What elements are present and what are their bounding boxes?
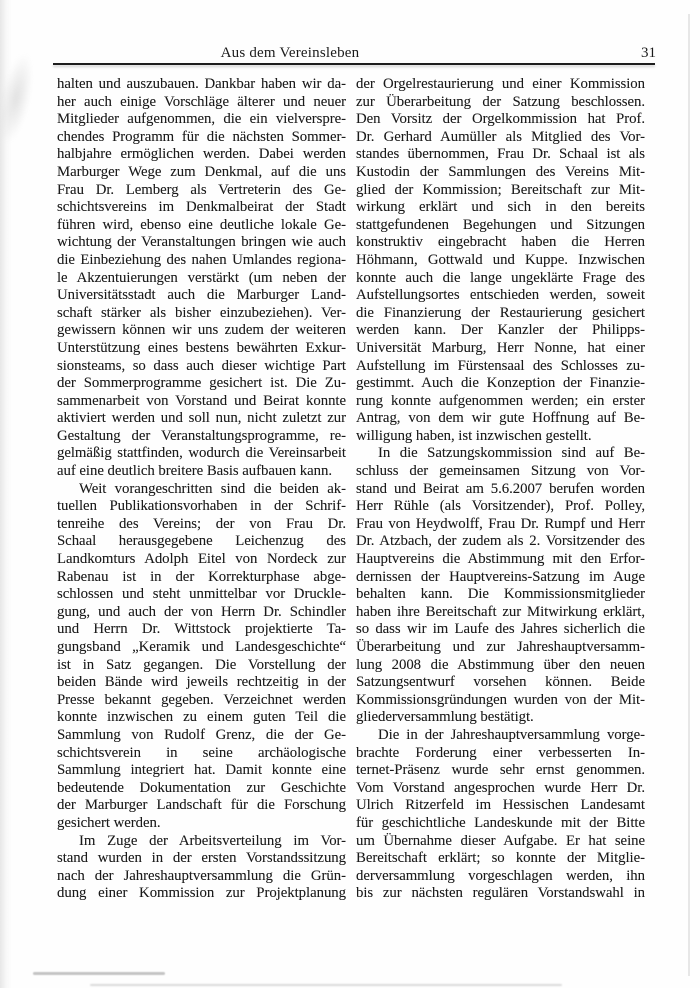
text-line: Herr Rühle (als Vorsitzender), Prof. Polley, — [356, 498, 645, 515]
text-line: beiden Bände wird jeweils rechtzeitig in der — [57, 674, 346, 691]
text-line: Ulrich Ritzerfeld im Hessischen Landesamt — [356, 797, 645, 814]
text-line: Antrag, von dem wir gute Hoffnung auf Be- — [356, 410, 645, 427]
text-line: Landkomturs Adolph Eitel von Nordeck zur — [57, 551, 346, 568]
text-line: stand wurden in der ersten Vorstandssitzung — [57, 850, 346, 867]
text-line: Schaal herausgegebene Leichenzug des — [57, 533, 346, 550]
text-line: wichtung der Veranstaltungen bringen wie auch — [57, 234, 346, 251]
text-line: Dr. Atzbach, der zudem als 2. Vorsitzender des — [356, 533, 645, 550]
text-line: gesichert werden. — [57, 814, 161, 831]
text-line: Aufstellung im Fürstensaal des Schlosses zu- — [356, 357, 645, 374]
text-line: gestimmt. Auch die Konzeption der Finanzie- — [356, 375, 645, 392]
text-line: Satzungsentwurf vorsehen können. Beide — [356, 674, 645, 691]
scan-left-edge-shadow — [0, 0, 12, 988]
text-line: stand und Beirat am 5.6.2007 berufen worden — [356, 480, 645, 497]
text-line: für geschichtliche Landeskunde mit der Bitte — [356, 814, 645, 831]
text-line: gung, und auch der von Herrn Dr. Schindler — [57, 603, 346, 620]
text-line: nach der Jahreshauptversammlung die Grün- — [57, 867, 346, 884]
text-line: Die in der Jahreshauptversammlung vorge- — [378, 726, 645, 743]
running-header-title: Aus dem Vereinsleben — [220, 45, 360, 61]
text-line: so dass wir im Laufe des Jahres sicherlich die — [356, 621, 645, 638]
text-line: Sammlung von Rudolf Grenz, die der Ge- — [57, 726, 346, 743]
text-line: Höhmann, Gottwald und Kuppe. Inzwischen — [356, 251, 645, 268]
text-line: sionsteams, so dass auch dieser wichtige Part — [57, 357, 346, 374]
scan-smudge — [0, 50, 39, 146]
text-line: bedeutende Dokumentation zur Geschichte — [57, 779, 346, 796]
text-line: auf eine deutlich breitere Basis aufbauen kann. — [57, 463, 332, 480]
text-line: stattgefundenen Begehungen und Sitzungen — [356, 216, 645, 233]
text-line: werden kann. Der Kanzler der Philipps- — [356, 322, 645, 339]
text-line: konnte inzwischen zu einem guten Teil die — [57, 709, 346, 726]
text-line: Frau Dr. Lemberg als Vertreterin des Ge- — [57, 181, 346, 198]
text-line: ist in Satz gegangen. Die Vorstellung der — [57, 656, 346, 673]
text-line: aktiviert werden und soll nun, nicht zuletzt zur — [57, 410, 346, 427]
text-line: Überarbeitung und zur Jahreshauptversamm- — [356, 639, 645, 655]
text-line: zur Überarbeitung der Satzung beschlossen. — [356, 93, 645, 110]
text-line: standes übernommen, Frau Dr. Schaal ist als — [356, 146, 645, 163]
text-line: chendes Programm für die nächsten Sommer- — [57, 128, 346, 145]
text-line: schichtsverein in seine archäologische — [57, 744, 346, 761]
text-line: konnte auch die lange ungeklärte Frage des — [356, 269, 645, 286]
text-line: der Marburger Landschaft für die Forschung — [57, 797, 346, 814]
text-line: tuellen Publikationsvorhaben in der Schrif- — [57, 498, 346, 515]
text-line: le Akzentuierungen verstärkt (um neben der — [57, 269, 346, 286]
scan-bottom-smudge — [33, 972, 165, 975]
text-line: halten und auszubauen. Dankbar haben wir da- — [57, 76, 346, 92]
text-line: der Orgelrestaurierung und einer Kommission — [356, 76, 645, 92]
text-line: willigung haben, ist inzwischen gestellt. — [356, 427, 592, 444]
text-line: der Sommerprogramme gesichert ist. Die Zu- — [57, 375, 346, 392]
text-line: lung 2008 die Abstimmung über den neuen — [356, 656, 645, 673]
text-line: Marburger Wege zum Denkmal, auf die uns — [57, 163, 346, 180]
text-line: Unterstützung eines bestens bewährten Exkur- — [57, 339, 346, 356]
text-line: schaft stärker als bisher einzubeziehen). Ver- — [57, 304, 346, 321]
text-line: bis zur nächsten regulären Vorstandswahl in — [356, 885, 645, 902]
page-number: 31 — [641, 45, 656, 61]
text-line: halbjahre ermöglichen werden. Dabei werden — [57, 146, 346, 163]
text-line: Mitglieder aufgenommen, die ein vielverspre- — [57, 111, 346, 128]
text-line: Dr. Gerhard Aumüller als Mitglied des Vor- — [356, 128, 645, 145]
text-line: wirkung erklärt und sich in den bereits — [356, 199, 645, 216]
text-line: Universitätsstadt auch die Marburger Land- — [57, 287, 346, 304]
text-line: die Einbeziehung des nahen Umlandes regiona- — [57, 251, 346, 268]
text-line: tenreihe des Vereins; der von Frau Dr. — [57, 515, 346, 532]
text-line: brachte Forderung einer verbesserten In- — [356, 744, 645, 761]
text-line: Den Vorsitz der Orgelkommission hat Prof. — [356, 111, 645, 128]
text-line: Gestaltung der Veranstaltungsprogramme, re- — [57, 427, 346, 444]
text-line: Sammlung integriert hat. Damit konnte eine — [57, 762, 346, 779]
text-line: sammenarbeit von Vorstand und Beirat konnte — [57, 392, 346, 409]
text-line: Rabenau ist in der Korrekturphase abge- — [57, 568, 346, 585]
text-line: Vom Vorstand angesprochen wurde Herr Dr. — [356, 779, 645, 796]
text-line: her auch einige Vorschläge älterer und neuer — [57, 93, 346, 110]
text-line: haben ihre Bereitschaft zur Mitwirkung erklärt, — [356, 603, 645, 620]
text-line: konstruktiv eingebracht haben die Herren — [356, 234, 645, 251]
text-line: gelmäßig stattfinden, wodurch die Vereinsarbeit — [57, 445, 346, 462]
text-line: Universität Marburg, Herr Nonne, hat einer — [356, 339, 645, 356]
text-line: Hauptvereins die Abstimmung mit den Erfor- — [356, 551, 645, 568]
text-line: um Übernahme dieser Aufgabe. Er hat seine — [356, 832, 645, 849]
text-line: Weit vorangeschritten sind die beiden ak- — [79, 480, 346, 497]
scan-right-edge-line — [688, 14, 690, 976]
header-rule — [53, 63, 655, 65]
text-line: glied der Kommission; Bereitschaft zur Mit- — [356, 181, 645, 198]
left-column — [57, 76, 346, 903]
text-line: schluss der gemeinsamen Sitzung von Vor- — [356, 463, 645, 480]
text-line: dernissen der Hauptvereins-Satzung im Auge — [356, 568, 645, 585]
text-line: Frau von Heydwolff, Frau Dr. Rumpf und Herr — [356, 515, 645, 532]
text-line: ternet-Präsenz wurde sehr ernst genommen. — [356, 762, 645, 779]
text-line: Kommissionsgründungen wurden von der Mit- — [356, 691, 645, 708]
text-line: rung konnte aufgenommen werden; ein erster — [356, 392, 645, 409]
text-line: und Herrn Dr. Wittstock projektierte Ta- — [57, 621, 346, 638]
text-line: Im Zuge der Arbeitsverteilung im Vor- — [79, 832, 346, 849]
scan-bottom-smudge — [90, 984, 562, 986]
text-line: behalten kann. Die Kommissionsmitglieder — [356, 586, 645, 603]
text-line: Aufstellungsortes entschieden werden, soweit — [356, 287, 645, 304]
text-line: Bereitschaft erklärt; so konnte der Mitglie- — [356, 850, 645, 867]
text-line: dung einer Kommission zur Projektplanung — [57, 885, 346, 902]
text-line: Presse bekannt gegeben. Verzeichnet werden — [57, 691, 346, 708]
text-line: die Finanzierung der Restaurierung gesichert — [356, 304, 645, 321]
text-line: führen wird, ebenso eine deutliche lokale Ge- — [57, 216, 346, 233]
text-line: Kustodin der Sammlungen des Vereins Mit- — [356, 163, 645, 180]
text-line: In die Satzungskommission sind auf Be- — [378, 445, 645, 462]
right-column — [356, 76, 645, 903]
text-line: gewissern können wir uns zudem der weiteren — [57, 322, 346, 339]
text-line: derversammlung vorgeschlagen werden, ihn — [356, 867, 645, 884]
text-line: gungsband „Keramik und Landesgeschichte“ — [57, 639, 346, 655]
text-line: schichtsvereins im Denkmalbeirat der Stadt — [57, 199, 346, 216]
text-line: gliederversammlung bestätigt. — [356, 709, 534, 726]
text-line: schlossen und steht unmittelbar vor Druckle- — [57, 586, 346, 603]
